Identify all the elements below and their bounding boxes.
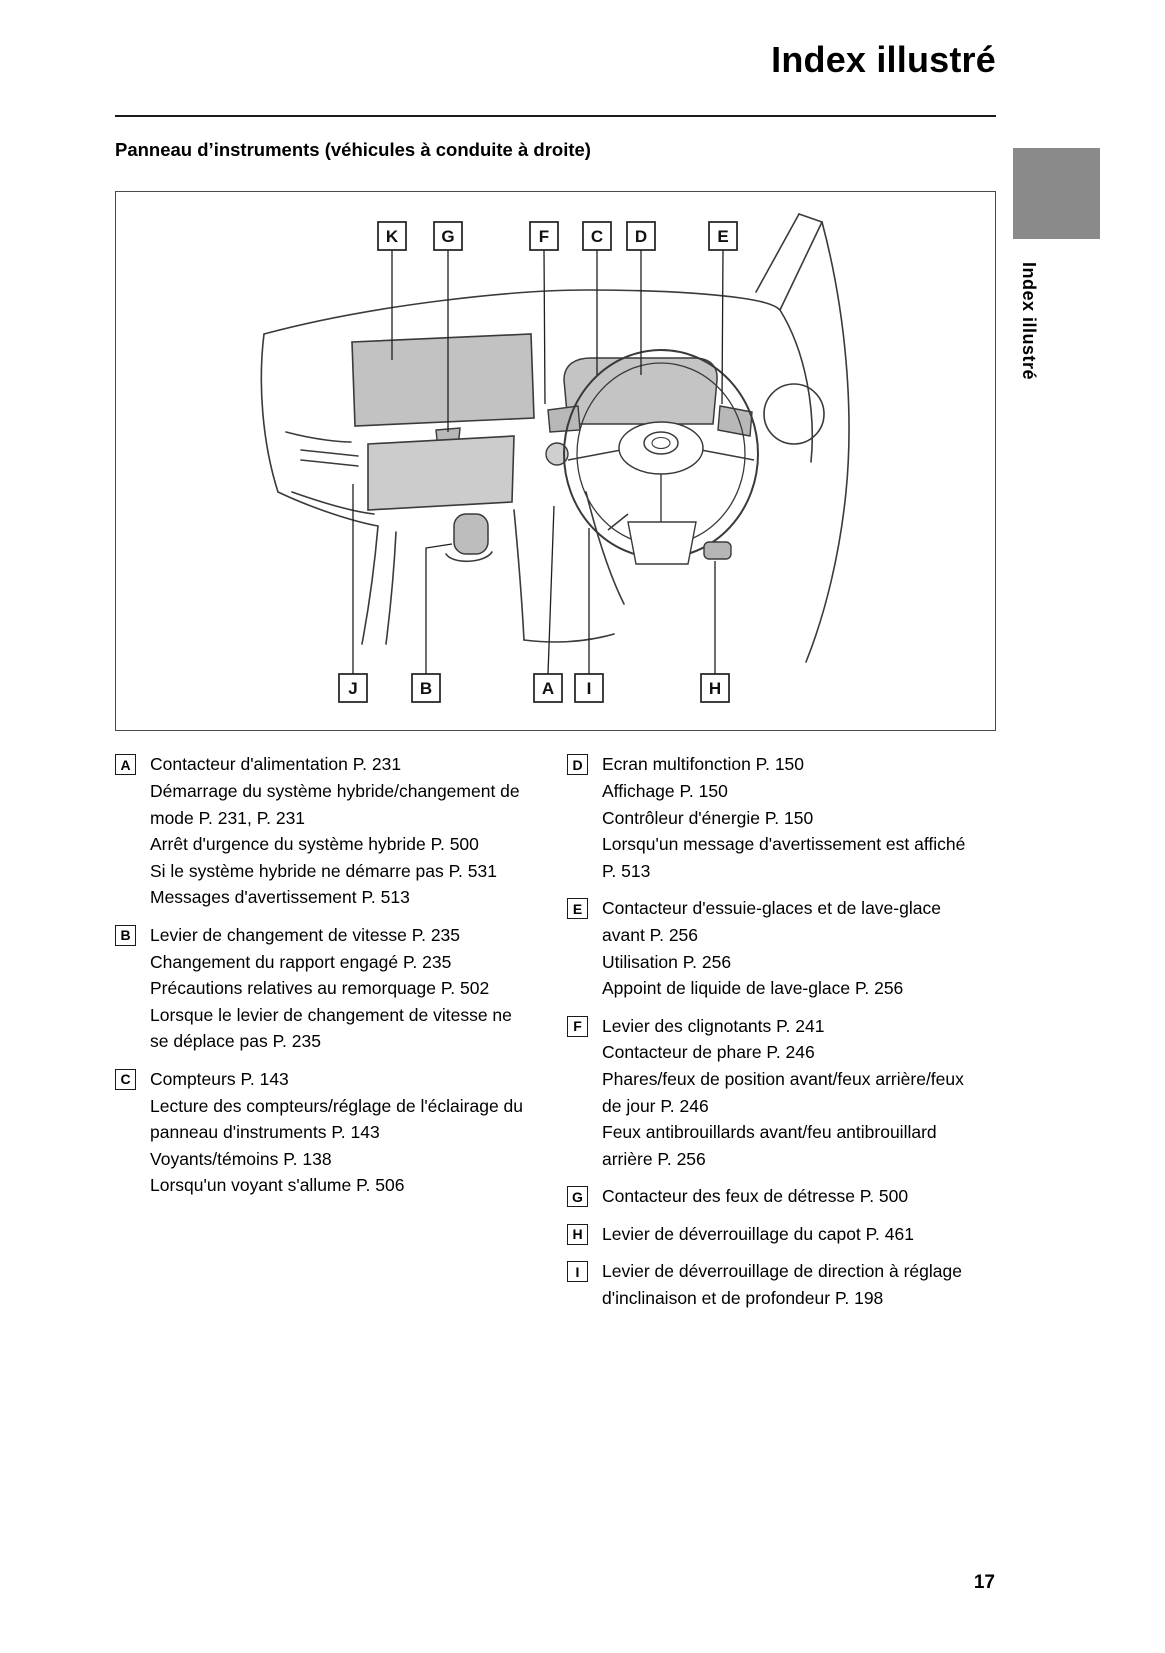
callout-letter-H: H — [708, 679, 722, 699]
legend — [115, 751, 996, 1322]
legend-line: Lorsqu'un voyant s'allume P. 506 — [150, 1175, 405, 1196]
legend-line: Précautions relatives au remorquage P. 502 — [150, 978, 490, 999]
callout-F — [530, 222, 558, 404]
legend-line: Messages d'avertissement P. 513 — [150, 887, 410, 908]
callout-letter-F: F — [538, 227, 550, 247]
legend-letter-box: B — [115, 925, 136, 946]
legend-line: Levier de changement de vitesse P. 235 — [150, 924, 461, 945]
center-console-panel — [368, 436, 514, 510]
hood-release-lever — [704, 542, 731, 559]
legend-entry-C — [115, 1066, 523, 1199]
legend-line: Levier de déverrouillage de direction à réglage d'inclinaison et de profondeur P. 198 — [602, 1261, 962, 1309]
callout-B — [412, 544, 452, 702]
legend-entry-text — [602, 1183, 908, 1210]
legend-entry-I — [567, 1258, 982, 1311]
legend-line: Contacteur d'alimentation P. 231 — [150, 754, 402, 775]
legend-line: Arrêt d'urgence du système hybride P. 500 — [150, 834, 479, 855]
legend-line: Démarrage du système hybride/changement de mode P. 231, P. 231 — [150, 780, 520, 828]
legend-line: Lorsqu'un message d'avertissement est affiché P. 513 — [602, 834, 966, 881]
legend-line: Ecran multifonction P. 150 — [602, 754, 805, 775]
legend-entry-F — [567, 1013, 982, 1173]
callout-letter-D: D — [634, 227, 648, 247]
callout-letter-A: A — [541, 679, 555, 699]
center-display-screen — [352, 334, 534, 426]
legend-entry-text — [602, 895, 982, 1001]
legend-line: Si le système hybride ne démarre pas P. 531 — [150, 860, 497, 881]
legend-line: Feux antibrouillards avant/feu antibrouillard arrière P. 256 — [602, 1122, 937, 1169]
callout-I — [575, 528, 603, 702]
legend-line: Contacteur d'essuie-glaces et de lave-glace avant P. 256 — [602, 898, 941, 945]
legend-entry-text — [602, 1013, 982, 1173]
steering-column-cover — [628, 522, 696, 564]
legend-column-left — [115, 751, 523, 1322]
legend-letter-box: E — [567, 898, 588, 919]
section-heading: Panneau d’instruments (véhicules à conduite à droite) — [115, 139, 591, 161]
tilt-telescopic-lever — [608, 514, 628, 530]
legend-line: Voyants/témoins P. 138 — [150, 1148, 332, 1169]
legend-line: Appoint de liquide de lave-glace P. 256 — [602, 978, 904, 999]
left-stalk — [548, 406, 580, 432]
legend-entry-text — [150, 1066, 523, 1199]
callout-A — [534, 506, 562, 702]
callout-letter-J: J — [348, 679, 358, 699]
legend-entry-text — [602, 751, 982, 884]
dashboard-outline — [261, 214, 849, 662]
legend-line: Contacteur des feux de détresse P. 500 — [602, 1186, 909, 1207]
legend-entry-text — [150, 922, 523, 1055]
legend-line: Affichage P. 150 — [602, 780, 728, 801]
legend-line: Contrôleur d'énergie P. 150 — [602, 807, 814, 828]
legend-entry-B — [115, 922, 523, 1055]
legend-entry-E — [567, 895, 982, 1001]
legend-line: Levier de déverrouillage du capot P. 461 — [602, 1223, 914, 1244]
legend-letter-box: A — [115, 754, 136, 775]
figure-frame — [115, 191, 996, 731]
callout-C — [583, 222, 611, 375]
callout-letter-C: C — [590, 227, 604, 247]
legend-entry-text — [602, 1221, 914, 1248]
legend-line: Lecture des compteurs/réglage de l'éclairage du panneau d'instruments P. 143 — [150, 1095, 524, 1143]
legend-entry-H — [567, 1221, 982, 1248]
legend-letter-box: H — [567, 1224, 588, 1245]
legend-letter-box: D — [567, 754, 588, 775]
callout-letter-E: E — [717, 227, 729, 247]
legend-letter-box: F — [567, 1016, 588, 1037]
page-number: 17 — [973, 1572, 995, 1593]
legend-line: Changement du rapport engagé P. 235 — [150, 951, 452, 972]
chapter-tab-label: Index illustré — [1019, 262, 1039, 381]
callout-letter-I: I — [586, 679, 592, 699]
side-door-vent — [764, 384, 824, 444]
legend-entry-text — [150, 751, 523, 911]
legend-line: Contacteur de phare P. 246 — [602, 1042, 815, 1063]
title-rule — [115, 115, 996, 117]
callout-letter-K: K — [385, 227, 399, 247]
shift-lever-knob — [454, 514, 488, 554]
chapter-tab-marker — [1013, 148, 1100, 239]
dashboard-illustration — [116, 192, 995, 730]
legend-entry-D — [567, 751, 982, 884]
callout-letter-B: B — [419, 679, 433, 699]
legend-letter-box: I — [567, 1261, 588, 1282]
legend-letter-box: C — [115, 1069, 136, 1090]
legend-column-right — [567, 751, 982, 1322]
page-content — [115, 0, 996, 1323]
legend-line: Compteurs P. 143 — [150, 1068, 289, 1089]
legend-line: Lorsque le levier de changement de vitesse ne se déplace pas P. 235 — [150, 1004, 512, 1052]
callout-letter-G: G — [441, 227, 455, 247]
page-title: Index illustré — [771, 39, 996, 80]
callout-H — [701, 561, 729, 702]
legend-entry-G — [567, 1183, 982, 1210]
legend-entry-text — [602, 1258, 982, 1311]
legend-line: Levier des clignotants P. 241 — [602, 1015, 825, 1036]
legend-letter-box: G — [567, 1186, 588, 1207]
callout-D — [627, 222, 655, 375]
legend-line: Phares/feux de position avant/feux arrière/feux de jour P. 246 — [602, 1068, 964, 1116]
legend-entry-A — [115, 751, 523, 911]
legend-line: Utilisation P. 256 — [602, 951, 732, 972]
